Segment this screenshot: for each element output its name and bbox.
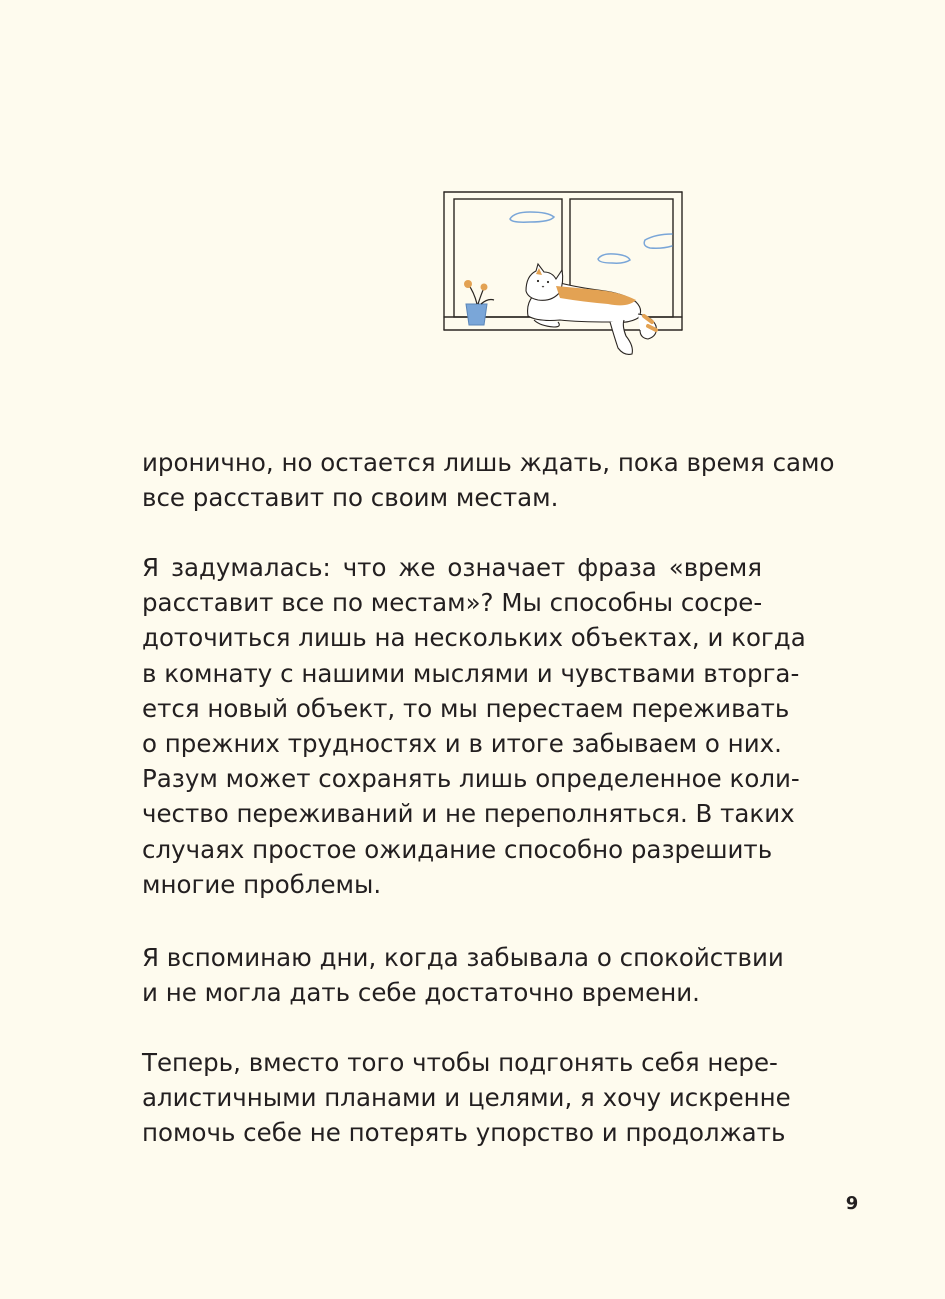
text-line: и не могла дать себе достаточно времени.	[142, 978, 700, 1008]
paragraph-2	[142, 550, 806, 902]
text-line: в комнату с нашими мыслями и чувствами вторга-	[142, 658, 800, 688]
text-line: алистичными планами и целями, я хочу искренне	[142, 1083, 791, 1113]
window-cat-illustration	[438, 186, 688, 360]
text-line: случаях простое ожидание способно разрешить	[142, 834, 773, 864]
text-line: помочь себе не потерять упорство и продолжать	[142, 1118, 786, 1148]
flower-pot	[464, 280, 494, 325]
text-line: Разум может сохранять лишь определенное коли-	[142, 764, 800, 794]
text-line: Я задумалась: что же означает фраза «время	[142, 553, 762, 582]
text-line: ется новый объект, то мы перестаем переживать	[142, 693, 790, 723]
text-line: чество переживаний и не переполняться. В таких	[142, 799, 795, 829]
cloud-right-edge	[644, 234, 672, 248]
text-line: многие проблемы.	[142, 869, 382, 899]
text-line: все расставит по своим местам.	[142, 483, 559, 513]
paragraph-3	[142, 940, 784, 1010]
paragraph-4	[142, 1045, 791, 1151]
text-line: расставит все по местам»? Мы способны сосре-	[142, 588, 763, 618]
flower-icon	[464, 280, 472, 288]
paragraph-1	[142, 445, 835, 515]
cloud-left	[510, 212, 554, 222]
text-line: о прежних трудностях и в итоге забываем о них.	[142, 729, 782, 759]
text-line: доточиться лишь на нескольких объектах, и когда	[142, 623, 806, 653]
text-line: Теперь, вместо того чтобы подгонять себя нере-	[142, 1048, 778, 1077]
cloud-right-small	[598, 254, 630, 263]
page-number: 9	[845, 1193, 859, 1214]
cat-icon	[526, 264, 656, 354]
text-line: Я вспоминаю дни, когда забывала о спокойствии	[142, 943, 784, 972]
text-line: иронично, но остается лишь ждать, пока время само	[142, 448, 835, 477]
